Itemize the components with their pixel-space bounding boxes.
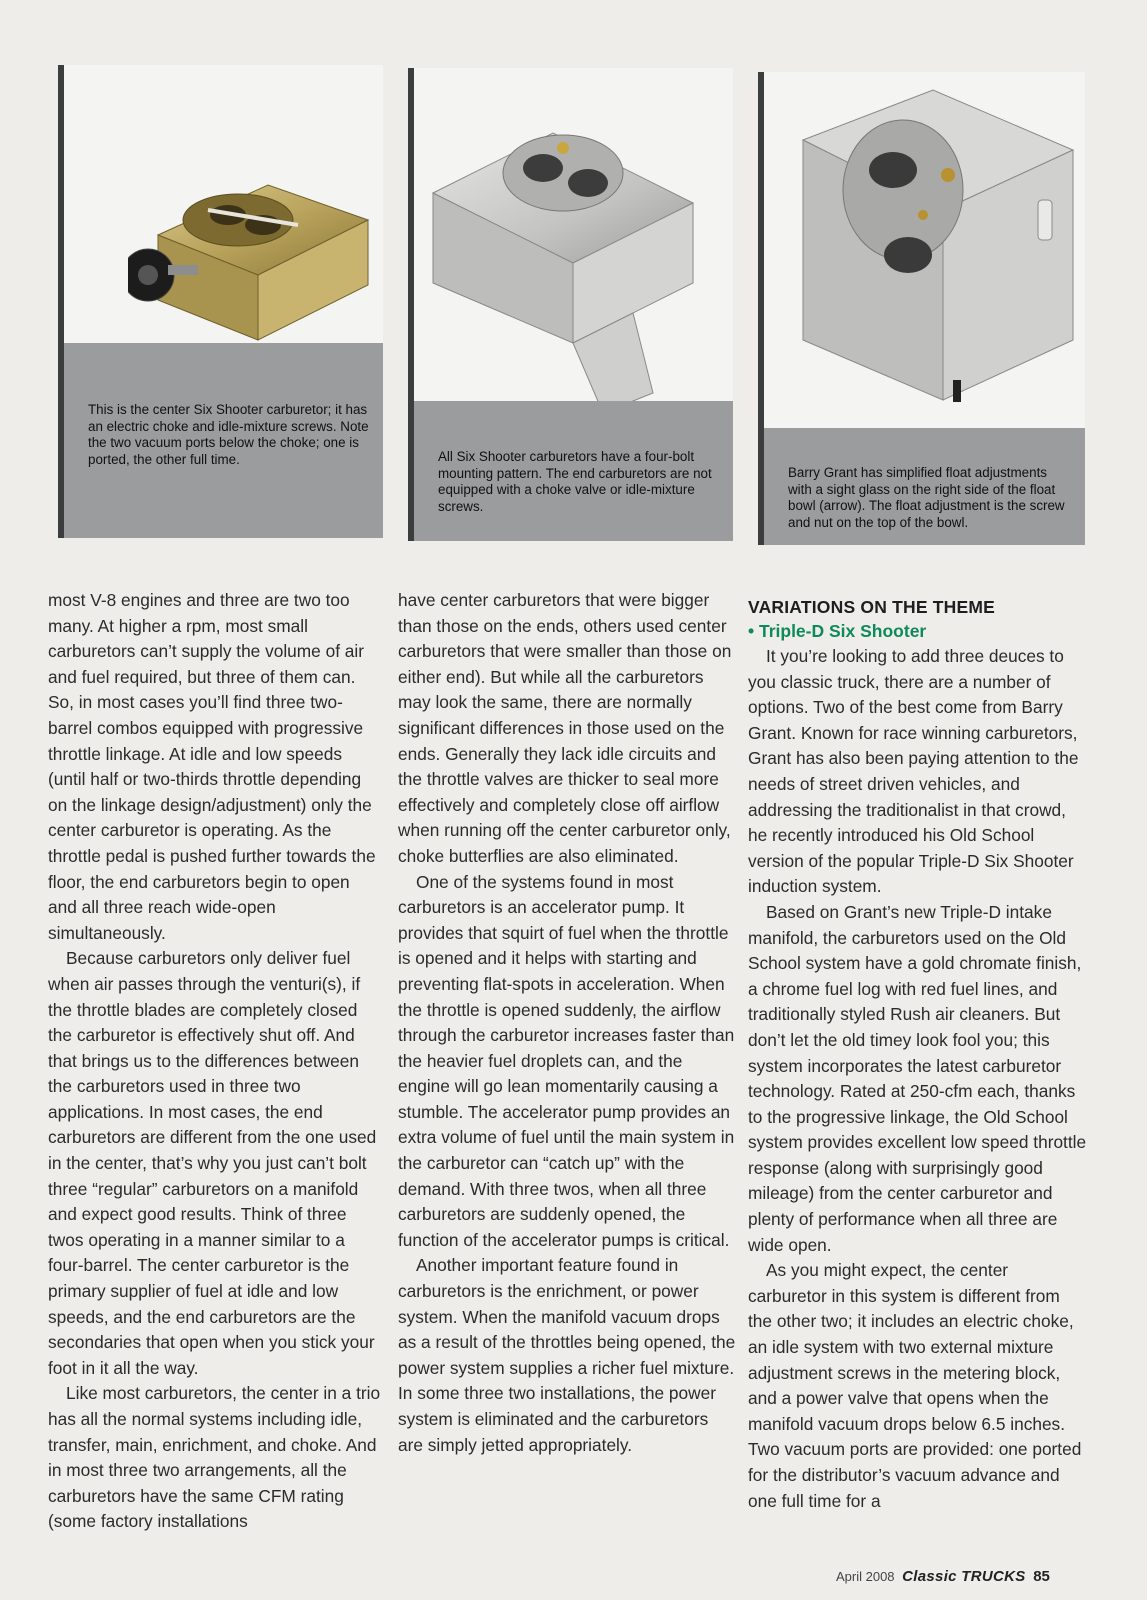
paragraph: most V-8 engines and three are two too many. At higher a rpm, most small carburetors can’t supply the volume of air and fuel required, but three of them can. So, in most cases you’ll find three two-barrel combos equipped with progressive throttle linkage. At idle and low speeds (until half or two-thirds throttle depending on the linkage design/adjustment) only the center carburetor is operating. As the throttle pedal is pushed further towards the floor, the end carburetors begin to open and all three reach wide-open simultaneously. bbox=[48, 590, 376, 943]
photo-caption bbox=[414, 401, 733, 541]
caption-text: Barry Grant has simplified float adjustments with a sight glass on the right side of the float bowl (arrow). The float adjustment is the screw and nut on the top of the bowl. bbox=[788, 465, 1065, 530]
section-subheading: • Triple-D Six Shooter bbox=[748, 621, 927, 641]
silver-carburetor-photo bbox=[423, 93, 723, 413]
paragraph: As you might expect, the center carburetor in this system is different from the other two; it includes an electric choke, an idle system with two external mixture adjustment screws in the metering block, and a power valve that opens when the manifold vacuum drops below 6.5 inches. Two vacuum ports are provided: one ported for the distributor’s vacuum advance and one full time for a bbox=[748, 1260, 1082, 1511]
paragraph: Because carburetors only deliver fuel when air passes through the venturi(s), if the throttle blades are completely closed the carburetor is effectively shut off. And that brings us to the differences between the carburetors used in three two applications. In most cases, the end carburetors are different from the one used in the center, that’s why you just can’t bolt three “regular” carburetors on a manifold and expect good results. Think of three twos operating in a manner similar to a four-barrel. The center carburetor is the primary supplier of fuel at idle and low speeds, and the end carburetors are the secondaries that open when you stick your foot in it all the way. bbox=[48, 948, 377, 1378]
gold-carburetor-photo bbox=[128, 125, 378, 345]
photo-caption bbox=[64, 343, 383, 538]
paragraph: Based on Grant’s new Triple-D intake manifold, the carburetors used on the Old School system have a gold chromate finish, a chrome fuel log with red fuel lines, and traditionally styled Rush air cleaners. But don’t let the old timey look fool you; this system incorporates the latest carburetor technology. Rated at 250-cfm each, thanks to the progressive linkage, the Old School system provides excellent low speed throttle response (along with surprisingly good mileage) from the center carburetor and plenty of performance when all three are wide open. bbox=[748, 901, 1087, 1255]
article-column-2 bbox=[398, 588, 736, 1458]
caption-text: This is the center Six Shooter carburetor; it has an electric choke and idle-mixture screws. Note the two vacuum ports below the choke; one is ported, the other full time. bbox=[88, 402, 369, 467]
paragraph: have center carburetors that were bigger than those on the ends, others used center carburetors that were smaller than those on either end). But while all the carburetors may look the same, there are normally significant differences in those used on the ends. Generally they lack idle circuits and the throttle valves are thicker to seal more effectively and completely close off airflow when running off the center carburetor only, choke butterflies are also eliminated. bbox=[398, 590, 732, 866]
page-footer bbox=[836, 1568, 1050, 1585]
float-bowl-carburetor-photo bbox=[783, 80, 1083, 420]
photo-panel-center-carburetor bbox=[58, 65, 383, 538]
issue-date: April 2008 bbox=[836, 1569, 895, 1584]
paragraph: It you’re looking to add three deuces to you classic truck, there are a number of options. Two of the best come from Barry Grant. Known for race winning carburetors, Grant has also been paying attention to the needs of street driven vehicles, and addressing the traditionalist in that crowd, he recently introduced his Old School version of the popular Triple-D Six Shooter induction system. bbox=[748, 646, 1079, 897]
photo-caption bbox=[764, 428, 1085, 545]
photo-panel-float-bowl bbox=[758, 72, 1085, 545]
magazine-name: Classic TRUCKS bbox=[902, 1568, 1026, 1585]
caption-text: All Six Shooter carburetors have a four-bolt mounting pattern. The end carburetors are not equipped with a choke valve or idle-mixture screws. bbox=[438, 449, 712, 514]
paragraph: Like most carburetors, the center in a trio has all the normal systems including idle, transfer, main, enrichment, and choke. And in most three two arrangements, all the carburetors have the same CFM rating (some factory installations bbox=[48, 1383, 381, 1532]
page-number: 85 bbox=[1033, 1568, 1050, 1585]
paragraph: Another important feature found in carburetors is the enrichment, or power system. When the manifold vacuum drops as a result of the throttles being opened, the power system supplies a richer fuel mixture. In some three two installations, the power system is eliminated and the carburetors are simply jetted appropriately. bbox=[398, 1255, 736, 1455]
article-column-3 bbox=[748, 588, 1088, 1514]
photo-panel-end-carburetor bbox=[408, 68, 733, 541]
paragraph: One of the systems found in most carburetors is an accelerator pump. It provides that squirt of fuel when the throttle is opened and it helps with starting and preventing flat-spots in acceleration. When the throttle is opened suddenly, the airflow through the carburetor increases faster than the heavier fuel droplets can, and the engine will go lean momentarily causing a stumble. The accelerator pump provides an extra volume of fuel until the main system in the carburetor can “catch up” with the demand. With three twos, when all three carburetors are suddenly opened, the function of the accelerator pumps is critical. bbox=[398, 871, 735, 1250]
section-heading: VARIATIONS ON THE THEME bbox=[748, 597, 996, 617]
article-column-1 bbox=[48, 588, 383, 1535]
